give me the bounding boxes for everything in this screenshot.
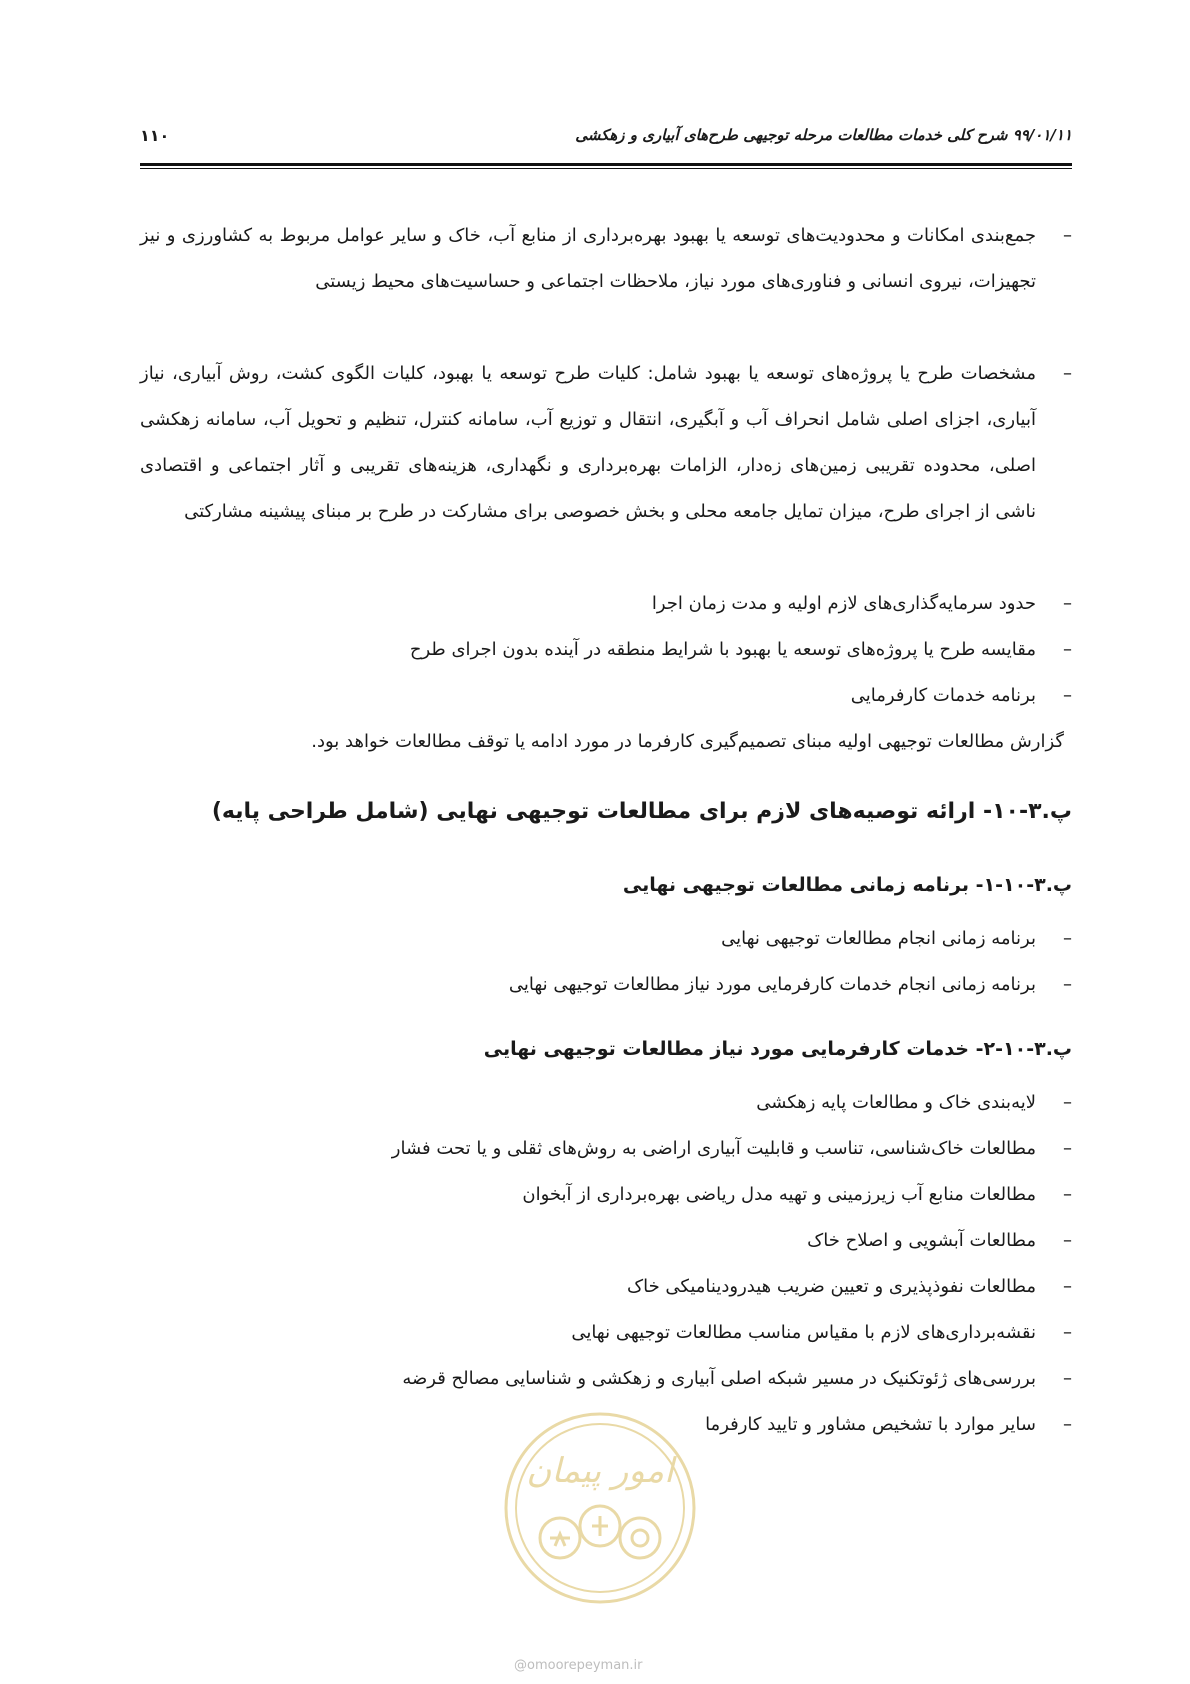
subsection-heading: پ.۳-۱۰-۲- خدمات کارفرمایی مورد نیاز مطالعات توجیهی نهایی [483,1038,1072,1060]
item-text: برنامه زمانی انجام مطالعات توجیهی نهایی [721,928,1036,949]
list-item [140,213,1072,351]
list-item [140,1172,1072,1218]
dash-bullet: – [1063,1184,1072,1205]
list-item [140,1126,1072,1172]
summary-paragraph: گزارش مطالعات توجیهی اولیه مبنای تصمیم‌گیری کارفرما در مورد ادامه یا توقف مطالعات خواهد بود. [311,731,1064,752]
header-rule-thin [140,168,1072,169]
item-text: مقایسه طرح یا پروژه‌های توسعه یا بهبود با شرایط منطقه در آینده بدون اجرای طرح [409,639,1036,660]
dash-bullet: – [1063,1230,1072,1251]
dash-bullet: – [1063,685,1072,706]
dash-bullet: – [1063,1138,1072,1159]
list-item [140,1080,1072,1126]
dash-bullet: – [1063,1368,1072,1389]
list-item [140,1218,1072,1264]
header-rule-thick [140,163,1072,166]
dash-bullet: – [1063,225,1072,246]
item-text: مطالعات نفوذپذیری و تعیین ضریب هیدرودینامیکی خاک [626,1276,1036,1297]
dash-bullet: – [1063,974,1072,995]
list-item [140,916,1072,962]
dash-bullet: – [1063,928,1072,949]
watermark-website: @omoorepeyman.ir [514,1658,643,1673]
item-text: برنامه خدمات کارفرمایی [850,685,1036,706]
list-item [140,1310,1072,1356]
item-text: نقشه‌برداری‌های لازم با مقیاس مناسب مطالعات توجیهی نهایی [571,1322,1036,1343]
list-item [140,627,1072,673]
subsection-heading: پ.۳-۱۰-۱- برنامه زمانی مطالعات توجیهی نهایی [622,874,1072,896]
item-text: مشخصات طرح یا پروژه‌های توسعه یا بهبود شامل: کلیات طرح توسعه یا بهبود، کلیات الگوی کشت، روش آبیاری، نیاز آبیاری، اجزای اصلی شامل انحراف آب و آبگیری، انتقال و توزیع آب، سامانه کنترل، تنظیم و تحویل آب، سامانه زهکشی اصلی، محدوده تقریبی زمین‌های زه‌دار، الزامات بهره‌برداری و نگهداری، هزینه‌های تقریبی و آثار اجتماعی و اقتصادی ناشی از اجرای طرح، میزان تمایل جامعه محلی و بخش خصوصی برای مشارکت در طرح بر مبنای پیشینه مشارکتی [140,363,1036,522]
dash-bullet: – [1063,1322,1072,1343]
item-text: مطالعات منابع آب زیرزمینی و تهیه مدل ریاضی بهره‌برداری از آبخوان [522,1184,1036,1205]
item-text: سایر موارد با تشخیص مشاور و تایید کارفرما [705,1414,1036,1435]
list-item [140,581,1072,627]
dash-bullet: – [1063,363,1072,384]
page-header [140,126,1072,156]
item-text: بررسی‌های ژئوتکنیک در مسیر شبکه اصلی آبیاری و زهکشی و شناسایی مصالح قرضه [402,1368,1036,1389]
list-item [140,1264,1072,1310]
header-title: ۹۹/۰۱/۱۱ شرح کلی خدمات مطالعات مرحله توجیهی طرح‌های آبیاری و زهکشی [575,126,1072,144]
dash-bullet: – [1063,1276,1072,1297]
dash-bullet: – [1063,639,1072,660]
dash-bullet: – [1063,1092,1072,1113]
dash-bullet: – [1063,1414,1072,1435]
page-number: ۱۱۰ [140,126,170,145]
item-text: لایه‌بندی خاک و مطالعات پایه زهکشی [756,1092,1036,1113]
item-text: مطالعات آبشویی و اصلاح خاک [807,1230,1036,1251]
list-item [140,673,1072,719]
seal-icon [500,1408,700,1608]
item-text: مطالعات خاک‌شناسی، تناسب و قابلیت آبیاری اراضی به روش‌های ثقلی و یا تحت فشار [391,1138,1036,1159]
list-item [140,962,1072,1008]
dash-bullet: – [1063,593,1072,614]
section-heading: پ.۳-۱۰- ارائه توصیه‌های لازم برای مطالعات توجیهی نهایی (شامل طراحی پایه) [211,799,1072,824]
seal-text: امور پیمان [526,1451,674,1491]
list-item [140,1356,1072,1402]
item-text: برنامه زمانی انجام خدمات کارفرمایی مورد نیاز مطالعات توجیهی نهایی [508,974,1036,995]
item-text: حدود سرمایه‌گذاری‌های لازم اولیه و مدت زمان اجرا [651,593,1036,614]
list-item [140,351,1072,581]
main-content [140,213,1072,1448]
item-text: جمع‌بندی امکانات و محدودیت‌های توسعه یا بهبود بهره‌برداری از منابع آب، خاک و سایر عوامل مربوط به کشاورزی و نیز تجهیزات، نیروی انسانی و فناوری‌های مورد نیاز، ملاحظات اجتماعی و حساسیت‌های محیط زیستی [140,225,1036,292]
watermark-seal [500,1408,700,1608]
